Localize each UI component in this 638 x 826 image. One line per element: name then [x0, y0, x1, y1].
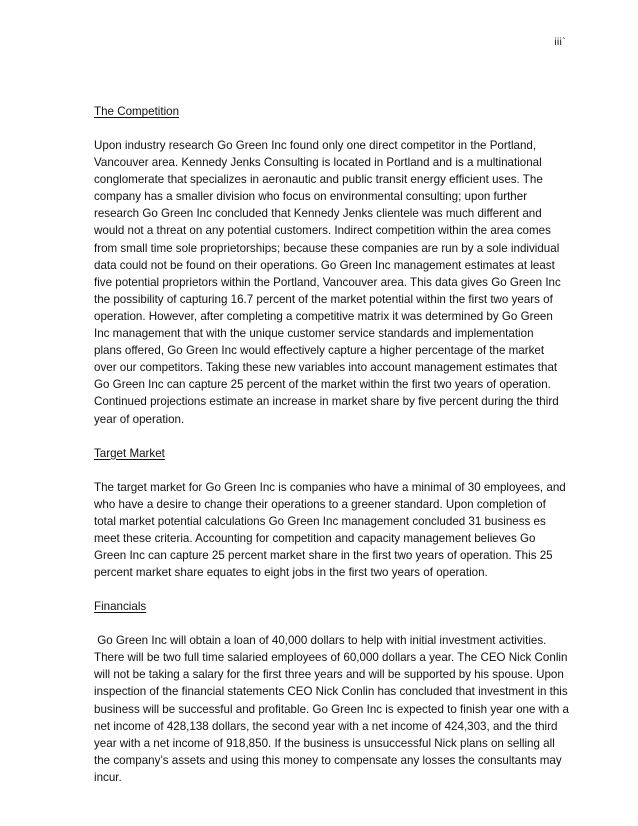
text-line: There will be two full time salaried employees of 60,000 dollars a year. The CEO Nick Conlin	[94, 651, 568, 665]
text-line: business will be successful and profitable. Go Green Inc is expected to finish year one with a	[94, 702, 569, 716]
paragraph-target-market	[94, 479, 574, 582]
text-line: Upon industry research Go Green Inc found only one direct competitor in the Portland,	[94, 139, 537, 152]
text-line: would not a threat on any potential customers. Indirect competition within the area comes	[94, 224, 551, 238]
text-line: plans offered, Go Green Inc would effectively capture a higher percentage of the market	[94, 344, 545, 358]
section-heading-financials: Financials	[94, 600, 147, 614]
text-line: inspection of the financial statements CEO Nick Conlin has concluded that investment in this	[94, 685, 568, 699]
text-line: Continued projections estimate an increase in market share by five percent during the third	[94, 395, 559, 409]
text-line: The target market for Go Green Inc is companies who have a minimal of 30 employees, and	[94, 480, 566, 494]
section-competition	[94, 103, 574, 445]
text-line: year of operation.	[94, 412, 185, 426]
section-target-market	[94, 445, 574, 599]
text-line: net income of 428,138 dollars, the second year with a net income of 424,303, and the third	[94, 719, 558, 733]
section-financials	[94, 598, 574, 786]
text-line: five potential proprietors within the Portland, Vancouver area. This data gives Go Green Inc	[94, 275, 561, 289]
text-line: Green Inc can capture 25 percent market share in the first two years of operation. This 25	[94, 548, 553, 562]
text-line: company has a smaller division who focus on environmental consulting; upon further	[94, 190, 528, 204]
text-line: Go Green Inc can capture 25 percent of the market within the first two years of operation.	[94, 378, 551, 392]
section-heading-target-market: Target Market	[94, 446, 165, 460]
text-line: Go Green Inc will obtain a loan of 40,000 dollars to help with initial investment activities.	[94, 634, 547, 648]
text-line: meet these criteria. Accounting for competition and capacity management believes Go	[94, 531, 536, 545]
section-heading-competition: The Competition	[94, 105, 180, 118]
text-line: Vancouver area. Kennedy Jenks Consulting is located in Portland and is a multinational	[94, 156, 542, 170]
text-line: the company’s assets and using this money to compensate any losses the consultants may	[94, 753, 562, 767]
text-line: incur.	[94, 770, 122, 784]
text-line: percent market share equates to eight jobs in the first two years of operation.	[94, 566, 488, 580]
paragraph-financials	[94, 632, 574, 786]
text-line: Inc management that with the unique customer service standards and implementation	[94, 327, 534, 341]
text-line: from small time sole proprietorships; because these companies are run by a sole individual	[94, 241, 560, 255]
document-body	[94, 103, 574, 786]
text-line: total market potential calculations Go Green Inc management concluded 31 business es	[94, 514, 546, 528]
text-line: year with a net income of 918,850. If the business is unsuccessful Nick plans on selling all	[94, 736, 555, 750]
text-line: over our competitors. Taking these new variables into account management estimates that	[94, 361, 558, 375]
page-number: iii`	[554, 36, 566, 48]
paragraph-competition	[94, 137, 574, 428]
text-line: will not be taking a salary for the first three years and will be supported by his spouse. Upon	[94, 668, 564, 682]
text-line: conglomerate that specializes in aeronautic and public transit energy efficient uses. The	[94, 173, 543, 187]
text-line: operation. However, after completing a competitive matrix it was determined by Go Green	[94, 309, 553, 323]
text-line: the possibility of capturing 16.7 percent of the market potential within the first two years of	[94, 292, 553, 306]
text-line: research Go Green Inc concluded that Kennedy Jenks clientele was much different and	[94, 207, 542, 221]
text-line: who have a desire to change their operations to a greener standard. Upon completion of	[94, 497, 546, 511]
text-line: data could not be found on their operations. Go Green Inc management estimates at least	[94, 258, 555, 272]
